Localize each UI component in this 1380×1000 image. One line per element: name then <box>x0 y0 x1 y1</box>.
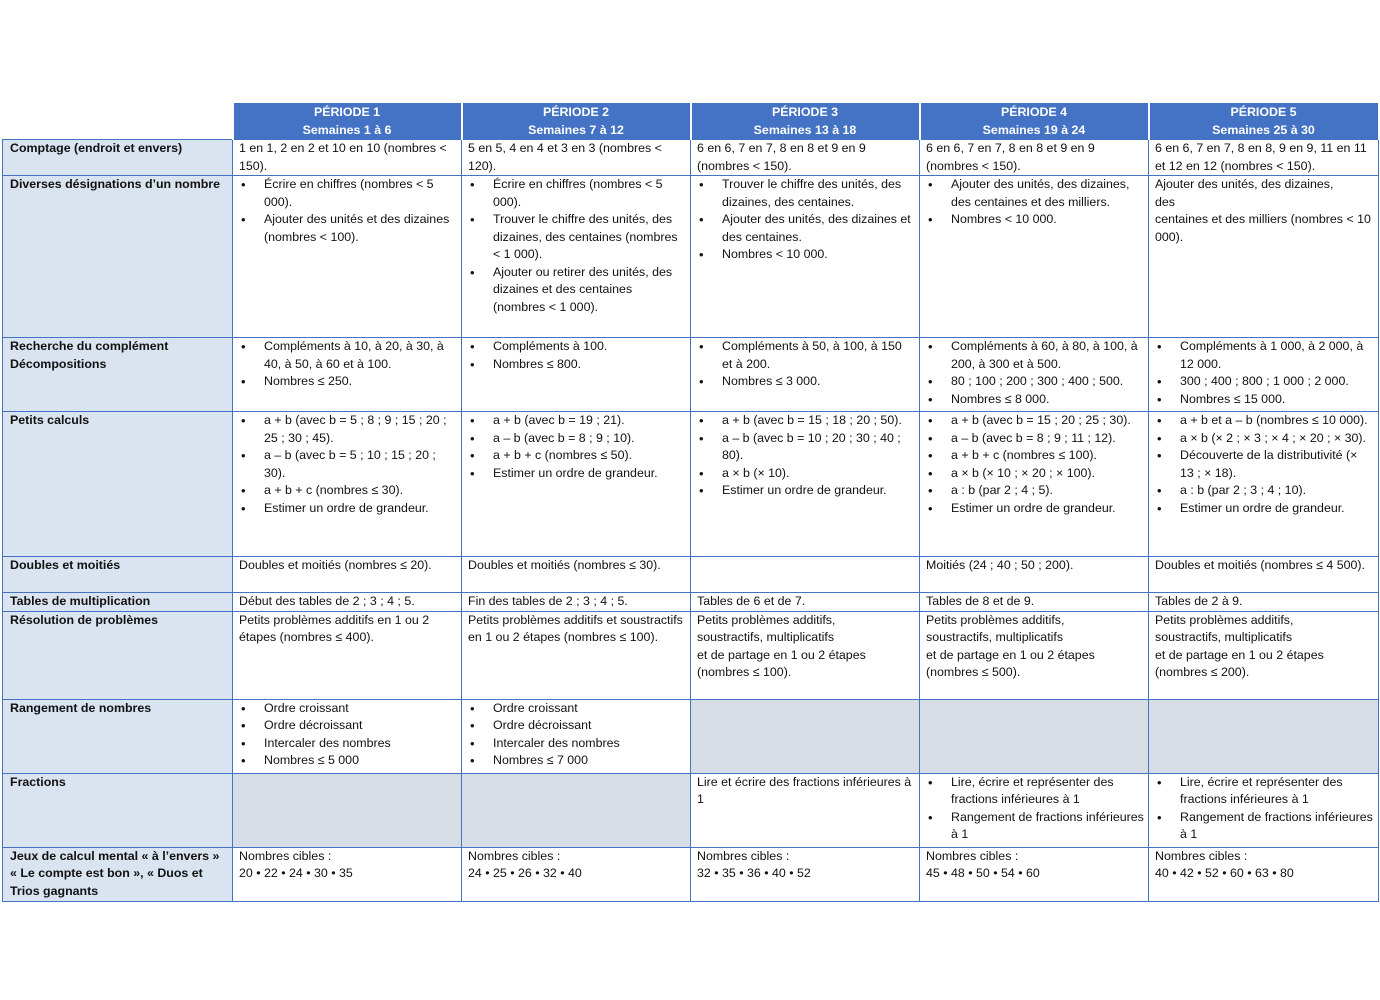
row-label: Diverses désignations d’un nombre <box>3 176 233 338</box>
list-item: • Estimer un ordre de grandeur. <box>697 482 915 500</box>
cell-line: soustractifs, multiplicatifs <box>1155 630 1293 644</box>
list-item: • Compléments à 60, à 80, à 100, à 200, à 300 et à 500. <box>926 338 1144 373</box>
cell-text <box>468 848 686 883</box>
table-body <box>3 140 1379 902</box>
cell-text: Fin des tables de 2 ; 3 ; 4 ; 5. <box>468 594 628 608</box>
cell-line: soustractifs, multiplicatifs <box>697 630 835 644</box>
bullet-list <box>926 338 1144 408</box>
empty-cell <box>1149 699 1379 773</box>
table-cell <box>233 847 462 901</box>
table-row <box>3 557 1379 593</box>
cell-text: Tables de 2 à 9. <box>1155 594 1243 608</box>
table-row <box>3 699 1379 773</box>
table-row <box>3 593 1379 612</box>
list-item: • a + b + c (nombres ≤ 50). <box>468 447 686 465</box>
period-header <box>691 103 920 140</box>
list-item: • a + b + c (nombres ≤ 30). <box>239 482 457 500</box>
empty-cell <box>462 773 691 847</box>
table-cell <box>233 338 462 412</box>
period-weeks: Semaines 25 à 30 <box>1212 123 1315 137</box>
cell-text <box>239 848 457 883</box>
table-cell <box>462 176 691 338</box>
table-cell <box>1149 557 1379 593</box>
list-item: • Estimer un ordre de grandeur. <box>239 500 457 518</box>
list-item: • Nombres ≤ 800. <box>468 356 686 374</box>
period-weeks: Semaines 7 à 12 <box>528 123 624 137</box>
bullet-list <box>468 338 686 373</box>
table-cell <box>462 412 691 557</box>
table-cell <box>920 338 1149 412</box>
period-header <box>462 103 691 140</box>
list-item: • a : b (par 2 ; 3 ; 4 ; 10). <box>1155 482 1374 500</box>
list-item: • Découverte de la distributivité (× 13 ; × 18). <box>1155 447 1374 482</box>
list-item: • a × b (× 2 ; × 3 ; × 4 ; × 20 ; × 30). <box>1155 430 1374 448</box>
table-cell <box>691 412 920 557</box>
cell-line: Nombres cibles : <box>1155 848 1248 863</box>
list-item: • Ordre décroissant <box>239 717 457 735</box>
table-cell <box>691 847 920 901</box>
table-cell <box>920 140 1149 176</box>
table-cell <box>920 593 1149 612</box>
table-row <box>3 412 1379 557</box>
cell-text <box>926 848 1144 883</box>
list-item: • Ordre croissant <box>468 700 686 718</box>
table-cell <box>691 338 920 412</box>
table-cell <box>462 557 691 593</box>
list-item: • Ajouter des unités, des dizaines et des centaines. <box>697 211 915 246</box>
bullet-list <box>468 412 686 482</box>
row-label: Petits calculs <box>3 412 233 557</box>
cell-text <box>1155 848 1374 883</box>
period-header <box>920 103 1149 140</box>
list-item: • Ajouter des unités, des dizaines, des centaines et des milliers. <box>926 176 1144 211</box>
list-item: • Lire, écrire et représenter des fractions inférieures à 1 <box>926 774 1144 809</box>
table-cell <box>462 140 691 176</box>
list-item: • Nombres < 10 000. <box>926 211 1144 229</box>
list-item: • Compléments à 1 000, à 2 000, à 12 000. <box>1155 338 1374 373</box>
cell-text: Moitiés (24 ; 40 ; 50 ; 200). <box>926 558 1074 572</box>
table-cell <box>920 611 1149 699</box>
list-item: • Nombres < 10 000. <box>697 246 915 264</box>
list-item: • a + b (avec b = 15 ; 20 ; 25 ; 30). <box>926 412 1144 430</box>
list-item: • a – b (avec b = 10 ; 20 ; 30 ; 40 ; 80). <box>697 430 915 465</box>
period-title: PÉRIODE 2 <box>542 105 610 119</box>
cell-text: Petits problèmes additifs et soustractifs en 1 ou 2 étapes (nombres ≤ 100). <box>468 612 683 644</box>
cell-line: 24 • 25 • 26 • 32 • 40 <box>468 866 582 880</box>
cell-text: Doubles et moitiés (nombres ≤ 20). <box>239 558 432 572</box>
list-item: • Estimer un ordre de grandeur. <box>468 465 686 483</box>
cell-line: Petits problèmes additifs, <box>697 612 836 627</box>
bullet-list <box>1155 774 1374 844</box>
cell-text: Lire et écrire des fractions inférieures à 1 <box>697 774 912 806</box>
period-weeks: Semaines 13 à 18 <box>753 123 857 137</box>
cell-line: Nombres cibles : <box>926 848 1019 863</box>
bullet-list <box>697 412 915 500</box>
table-cell <box>462 593 691 612</box>
cell-line: et de partage en 1 ou 2 étapes <box>1155 647 1324 662</box>
list-item: • Nombres ≤ 5 000 <box>239 752 457 770</box>
period-header <box>233 103 462 140</box>
header-row <box>3 103 1379 140</box>
list-item: • 300 ; 400 ; 800 ; 1 000 ; 2 000. <box>1155 373 1374 391</box>
cell-text: Tables de 8 et de 9. <box>926 594 1035 608</box>
period-title: PÉRIODE 1 <box>313 105 381 119</box>
list-item: • 80 ; 100 ; 200 ; 300 ; 400 ; 500. <box>926 373 1144 391</box>
list-item: • Rangement de fractions inférieures à 1 <box>1155 809 1374 844</box>
list-item: • Compléments à 100. <box>468 338 686 356</box>
bullet-list <box>468 700 686 770</box>
table-cell <box>233 593 462 612</box>
list-item: • Nombres ≤ 250. <box>239 373 457 391</box>
cell-text: 5 en 5, 4 en 4 et 3 en 3 (nombres < 120). <box>468 141 662 173</box>
table-cell <box>1149 611 1379 699</box>
list-item: • Nombres ≤ 7 000 <box>468 752 686 770</box>
list-item: • a – b (avec b = 5 ; 10 ; 15 ; 20 ; 30). <box>239 447 457 482</box>
list-item: • Compléments à 10, à 20, à 30, à 40, à 50, à 60 et à 100. <box>239 338 457 373</box>
list-item: • a + b (avec b = 5 ; 8 ; 9 ; 15 ; 20 ; 25 ; 30 ; 45). <box>239 412 457 447</box>
programming-table <box>2 103 1380 902</box>
cell-line: 32 • 35 • 36 • 40 • 52 <box>697 866 811 880</box>
cell-text <box>926 612 1144 682</box>
row-label: Fractions <box>3 773 233 847</box>
period-title: PÉRIODE 3 <box>771 105 839 119</box>
list-item: • a + b et a – b (nombres ≤ 10 000). <box>1155 412 1374 430</box>
cell-line: et de partage en 1 ou 2 étapes <box>926 647 1095 662</box>
table-cell <box>1149 593 1379 612</box>
list-item: • Écrire en chiffres (nombres < 5 000). <box>468 176 686 211</box>
bullet-list <box>926 176 1144 229</box>
table-row <box>3 176 1379 338</box>
empty-cell <box>691 699 920 773</box>
bullet-list <box>239 412 457 517</box>
list-item: • Ordre croissant <box>239 700 457 718</box>
list-item: • Estimer un ordre de grandeur. <box>926 500 1144 518</box>
list-item: • a × b (× 10 ; × 20 ; × 100). <box>926 465 1144 483</box>
table-cell <box>691 176 920 338</box>
cell-text: 1 en 1, 2 en 2 et 10 en 10 (nombres < 150). <box>239 141 447 173</box>
cell-line: Nombres cibles : <box>239 848 332 863</box>
row-label: Jeux de calcul mental « à l’envers » « Le compte est bon », « Duos et Trios gagnants <box>3 847 233 901</box>
table-cell <box>233 140 462 176</box>
table-cell <box>1149 847 1379 901</box>
cell-line: (nombres ≤ 500). <box>926 665 1021 679</box>
cell-text: 6 en 6, 7 en 7, 8 en 8 et 9 en 9 (nombres < 150). <box>697 141 866 173</box>
list-item: • Lire, écrire et représenter des fractions inférieures à 1 <box>1155 774 1374 809</box>
cell-text: Début des tables de 2 ; 3 ; 4 ; 5. <box>239 594 415 608</box>
cell-line: Petits problèmes additifs, <box>1155 612 1294 627</box>
cell-line: Ajouter des unités, des dizaines, <box>1155 177 1334 191</box>
cell-text: Petits problèmes additifs en 1 ou 2 étapes (nombres ≤ 400). <box>239 612 430 644</box>
cell-text <box>1155 612 1374 682</box>
cell-line: soustractifs, multiplicatifs <box>926 630 1064 644</box>
bullet-list <box>239 338 457 391</box>
bullet-list <box>239 700 457 770</box>
list-item: • Écrire en chiffres (nombres < 5 000). <box>239 176 457 211</box>
period-title: PÉRIODE 4 <box>1000 105 1068 119</box>
list-item: • a – b (avec b = 8 ; 9 ; 10). <box>468 430 686 448</box>
table-cell <box>233 412 462 557</box>
cell-text <box>697 612 915 682</box>
table-cell <box>920 847 1149 901</box>
cell-line: Nombres cibles : <box>468 848 561 863</box>
bullet-list <box>697 176 915 264</box>
table-cell <box>1149 412 1379 557</box>
table-cell <box>691 611 920 699</box>
cell-line: (nombres ≤ 100). <box>697 665 792 679</box>
period-weeks: Semaines 1 à 6 <box>302 123 392 137</box>
bullet-list <box>239 176 457 246</box>
list-item: • a + b + c (nombres ≤ 100). <box>926 447 1144 465</box>
table-cell <box>920 176 1149 338</box>
table-row <box>3 140 1379 176</box>
list-item: • Estimer un ordre de grandeur. <box>1155 500 1374 518</box>
bullet-list <box>468 176 686 316</box>
cell-line: 40 • 42 • 52 • 60 • 63 • 80 <box>1155 866 1294 880</box>
list-item: • a : b (par 2 ; 4 ; 5). <box>926 482 1144 500</box>
table-cell <box>691 593 920 612</box>
cell-text: Doubles et moitiés (nombres ≤ 4 500). <box>1155 558 1365 572</box>
row-label: Tables de multiplication <box>3 593 233 612</box>
table-cell <box>233 699 462 773</box>
cell-text: 6 en 6, 7 en 7, 8 en 8, 9 en 9, 11 en 11 et 12 en 12 (nombres < 150). <box>1155 141 1367 173</box>
list-item: • a × b (× 10). <box>697 465 915 483</box>
list-item: • Intercaler des nombres <box>239 735 457 753</box>
table-cell <box>920 412 1149 557</box>
cell-line: 20 • 22 • 24 • 30 • 35 <box>239 866 353 880</box>
cell-line: Nombres cibles : <box>697 848 790 863</box>
table-cell <box>1149 140 1379 176</box>
table-cell <box>691 140 920 176</box>
table-cell <box>1149 338 1379 412</box>
table-cell <box>691 773 920 847</box>
list-item: • Ordre décroissant <box>468 717 686 735</box>
table-cell <box>1149 773 1379 847</box>
table-cell <box>462 611 691 699</box>
cell-line: des <box>1155 194 1175 209</box>
period-weeks: Semaines 19 à 24 <box>982 123 1086 137</box>
header-corner <box>3 103 233 140</box>
table-cell <box>233 176 462 338</box>
bullet-list <box>1155 338 1374 408</box>
period-title: PÉRIODE 5 <box>1230 105 1297 119</box>
bullet-list <box>926 774 1144 844</box>
list-item: • Intercaler des nombres <box>468 735 686 753</box>
cell-text <box>697 848 915 883</box>
list-item: • Ajouter des unités et des dizaines (nombres < 100). <box>239 211 457 246</box>
list-item: • a – b (avec b = 8 ; 9 ; 11 ; 12). <box>926 430 1144 448</box>
list-item: • Trouver le chiffre des unités, des dizaines, des centaines (nombres < 1 000). <box>468 211 686 264</box>
table-row <box>3 338 1379 412</box>
list-item: • Ajouter ou retirer des unités, des dizaines et des centaines (nombres < 1 000). <box>468 264 686 317</box>
empty-cell <box>233 773 462 847</box>
table-cell <box>920 557 1149 593</box>
cell-line: centaines et des milliers (nombres < 10 000). <box>1155 212 1371 244</box>
cell-text: Tables de 6 et de 7. <box>697 594 806 608</box>
row-label: Comptage (endroit et envers) <box>3 140 233 176</box>
period-header <box>1149 103 1379 140</box>
cell-text: 6 en 6, 7 en 7, 8 en 8 et 9 en 9 (nombres < 150). <box>926 141 1095 173</box>
bullet-list <box>697 338 915 391</box>
bullet-list <box>926 412 1144 517</box>
cell-line: Petits problèmes additifs, <box>926 612 1065 627</box>
table-row <box>3 611 1379 699</box>
list-item: • Nombres ≤ 15 000. <box>1155 391 1374 409</box>
list-item: • Nombres ≤ 3 000. <box>697 373 915 391</box>
cell-line: et de partage en 1 ou 2 étapes <box>697 647 866 662</box>
list-item: • Compléments à 50, à 100, à 150 et à 200. <box>697 338 915 373</box>
row-label: Doubles et moitiés <box>3 557 233 593</box>
table-cell <box>233 611 462 699</box>
bullet-list <box>1155 412 1374 517</box>
row-label: Recherche du complément Décompositions <box>3 338 233 412</box>
table-cell <box>920 773 1149 847</box>
table-row <box>3 847 1379 901</box>
table-cell <box>462 699 691 773</box>
empty-cell <box>920 699 1149 773</box>
row-label: Rangement de nombres <box>3 699 233 773</box>
table-cell <box>1149 176 1379 338</box>
cell-line: 45 • 48 • 50 • 54 • 60 <box>926 866 1040 880</box>
table-cell <box>691 557 920 593</box>
list-item: • Rangement de fractions inférieures à 1 <box>926 809 1144 844</box>
table-cell <box>233 557 462 593</box>
table-cell <box>462 338 691 412</box>
cell-text <box>1155 176 1374 246</box>
list-item: • a + b (avec b = 15 ; 18 ; 20 ; 50). <box>697 412 915 430</box>
table-cell <box>462 847 691 901</box>
list-item: • Nombres ≤ 8 000. <box>926 391 1144 409</box>
list-item: • Trouver le chiffre des unités, des dizaines, des centaines. <box>697 176 915 211</box>
cell-text: Doubles et moitiés (nombres ≤ 30). <box>468 558 661 572</box>
table-row <box>3 773 1379 847</box>
cell-line: (nombres ≤ 200). <box>1155 665 1250 679</box>
row-label: Résolution de problèmes <box>3 611 233 699</box>
list-item: • a + b (avec b = 19 ; 21). <box>468 412 686 430</box>
